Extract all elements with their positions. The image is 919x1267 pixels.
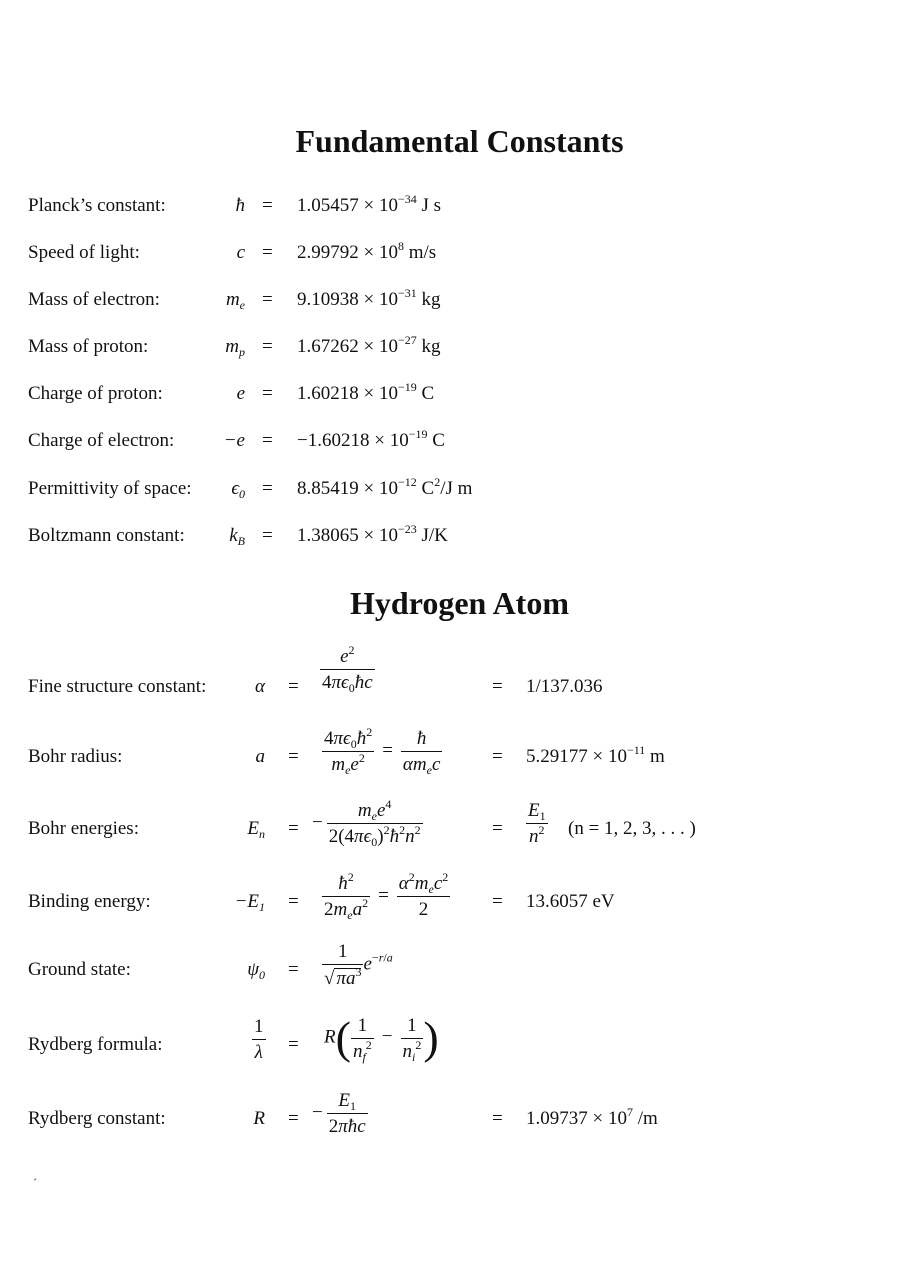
bohr-radius-formula: $\frac{4\pi\epsilon_0ħ^2}{m_ee^2}$ = $\frac{ħ}{\alpha m_ec}$ xyxy=(324,725,441,777)
formula-symbol: α xyxy=(255,676,265,697)
formula-label: Binding energy: xyxy=(28,891,151,912)
formula-label: Rydberg formula: xyxy=(28,1034,163,1055)
fine-structure-formula: $\frac{e^2}{4\pi\epsilon_0ħc}$ xyxy=(322,643,373,695)
bohr-radius-value: $5.29177 \times 10^{-11}$ m xyxy=(526,743,665,767)
rydberg-constant-value: $1.09737 \times 10^7$ /m xyxy=(526,1105,658,1129)
formula-label: Fine structure constant: xyxy=(28,676,207,697)
equals-sign: = xyxy=(262,336,273,357)
constant-symbol: $m_e$ xyxy=(225,289,245,312)
constant-value: $1.60218 \times 10^{-19}$ C xyxy=(297,380,435,404)
constant-label: Mass of proton: xyxy=(28,336,149,357)
ground-state-formula: $\frac{1}{√ \pi a^3}$ $e^{-r/a}$ xyxy=(324,941,393,989)
formula-label: Ground state: xyxy=(28,959,131,980)
constant-symbol: ħ xyxy=(235,195,245,216)
binding-energy-formula: $\frac{ħ^2}{2m_ea^2}$ = $\frac{\alpha^2m_ec^2}{2}$ xyxy=(324,870,449,922)
equals-sign: = xyxy=(288,1034,299,1055)
formula-symbol: $\psi_0$ xyxy=(247,959,265,982)
fundamental-constants-heading: Fundamental Constants xyxy=(295,123,624,159)
formula-symbol: $E_n$ xyxy=(247,818,265,841)
equals-sign: = xyxy=(492,818,503,839)
rydberg-formula-lhs: $\frac{1}{\lambda}$ xyxy=(254,1016,264,1063)
equals-sign: = xyxy=(262,242,273,263)
equals-sign: = xyxy=(492,676,503,697)
constant-symbol: e xyxy=(236,383,245,404)
equals-sign: = xyxy=(262,195,273,216)
equals-sign: = xyxy=(492,746,503,767)
constant-symbol: $m_p$ xyxy=(225,336,245,359)
constant-label: Permittivity of space: xyxy=(28,478,192,499)
constant-label: Charge of proton: xyxy=(28,383,163,404)
constant-value: $1.67262 \times 10^{-27}$ kg xyxy=(297,333,441,357)
constant-label: Planck’s constant: xyxy=(28,195,166,216)
constant-value: $9.10938 \times 10^{-31}$ kg xyxy=(297,286,441,310)
formula-symbol: R xyxy=(253,1108,265,1129)
formula-label: Bohr radius: xyxy=(28,746,123,767)
constant-label: Mass of electron: xyxy=(28,289,160,310)
formula-symbol: $-E_1$ xyxy=(234,891,265,914)
binding-energy-value: 13.6057 eV xyxy=(526,891,615,912)
equals-sign: = xyxy=(288,959,299,980)
equals-sign: = xyxy=(262,525,273,546)
formula-label: Bohr energies: xyxy=(28,818,139,839)
constant-value: $1.05457 \times 10^{-34}$ J s xyxy=(297,192,442,216)
constant-label: Boltzmann constant: xyxy=(28,525,185,546)
equals-sign: = xyxy=(288,818,299,839)
formula-label: Rydberg constant: xyxy=(28,1108,166,1129)
equals-sign: = xyxy=(262,289,273,310)
equals-sign: = xyxy=(262,430,273,451)
bohr-energies-formula: − $\frac{m_ee^4}{2(4\pi\epsilon_0)^2ħ^2n^2}$ xyxy=(312,797,421,849)
equals-sign: = xyxy=(492,891,503,912)
constant-value: $2.99792 \times 10^8$ m/s xyxy=(297,239,437,263)
constant-symbol: $\epsilon_0$ xyxy=(231,478,245,501)
constant-value: $1.38065 \times 10^{-23}$ J/K xyxy=(297,522,448,546)
equals-sign: = xyxy=(288,676,299,697)
bohr-energies-value: $\frac{E_1}{n^2}$ xyxy=(528,800,546,847)
rydberg-formula-rhs: R( $\frac{1}{n_f^2}$ − $\frac{1}{n_i^2}$ ) xyxy=(324,1012,439,1064)
constant-symbol: −e xyxy=(223,430,245,451)
rydberg-constant-formula: − $\frac{E_1}{\text{2πħc}}$ xyxy=(312,1090,366,1137)
bohr-energies-note: (n = 1, 2, 3, . . . ) xyxy=(568,818,696,839)
constant-symbol: $k_B$ xyxy=(229,525,245,548)
equals-sign: = xyxy=(492,1108,503,1129)
equals-sign: = xyxy=(288,891,299,912)
formula-symbol: a xyxy=(255,746,265,767)
constant-label: Speed of light: xyxy=(28,242,140,263)
equals-sign: = xyxy=(288,746,299,767)
equals-sign: = xyxy=(288,1108,299,1129)
constant-label: Charge of electron: xyxy=(28,430,175,451)
equals-sign: = xyxy=(262,383,273,404)
stray-mark: ˊ xyxy=(33,1176,37,1190)
constant-symbol: c xyxy=(236,242,245,263)
constant-value: $8.85419 \times 10^{-12}$ $C^2/J$ m xyxy=(297,475,473,499)
constant-value: $-1.60218 \times 10^{-19}$ C xyxy=(297,427,445,451)
equals-sign: = xyxy=(262,478,273,499)
hydrogen-atom-heading: Hydrogen Atom xyxy=(350,585,569,621)
fine-structure-value: 1/137.036 xyxy=(526,676,603,697)
